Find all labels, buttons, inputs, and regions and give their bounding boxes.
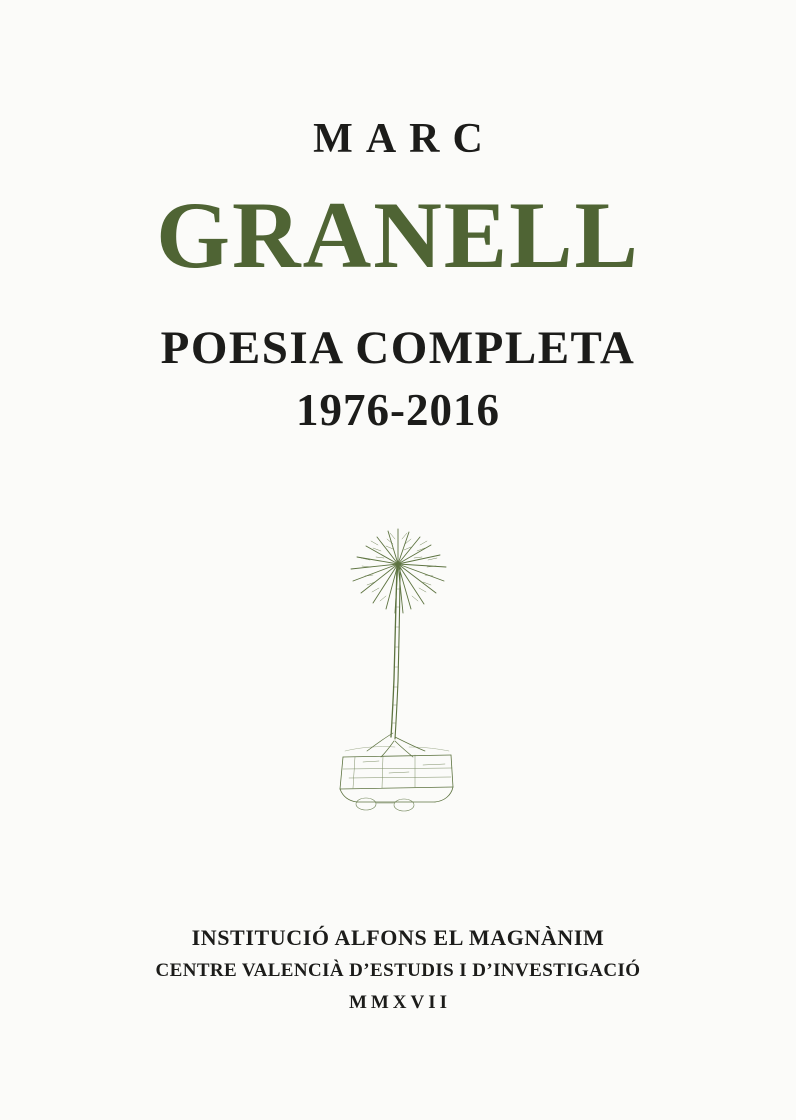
author-last-name: GRANELL [156, 182, 640, 288]
publication-year-roman: MMXVII [348, 992, 452, 1014]
book-title: POESIA COMPLETA [160, 322, 636, 374]
publisher-subtitle: CENTRE VALENCIÀ D’ESTUDIS I D’INVESTIGACIÓ [155, 959, 641, 981]
imprint-block [0, 924, 796, 1015]
palm-tree-illustration [283, 489, 513, 819]
publisher-name: INSTITUCIÓ ALFONS EL MAGNÀNIM [191, 925, 605, 950]
author-first-name: MARC [313, 116, 496, 162]
book-title-years: 1976-2016 [296, 385, 500, 435]
